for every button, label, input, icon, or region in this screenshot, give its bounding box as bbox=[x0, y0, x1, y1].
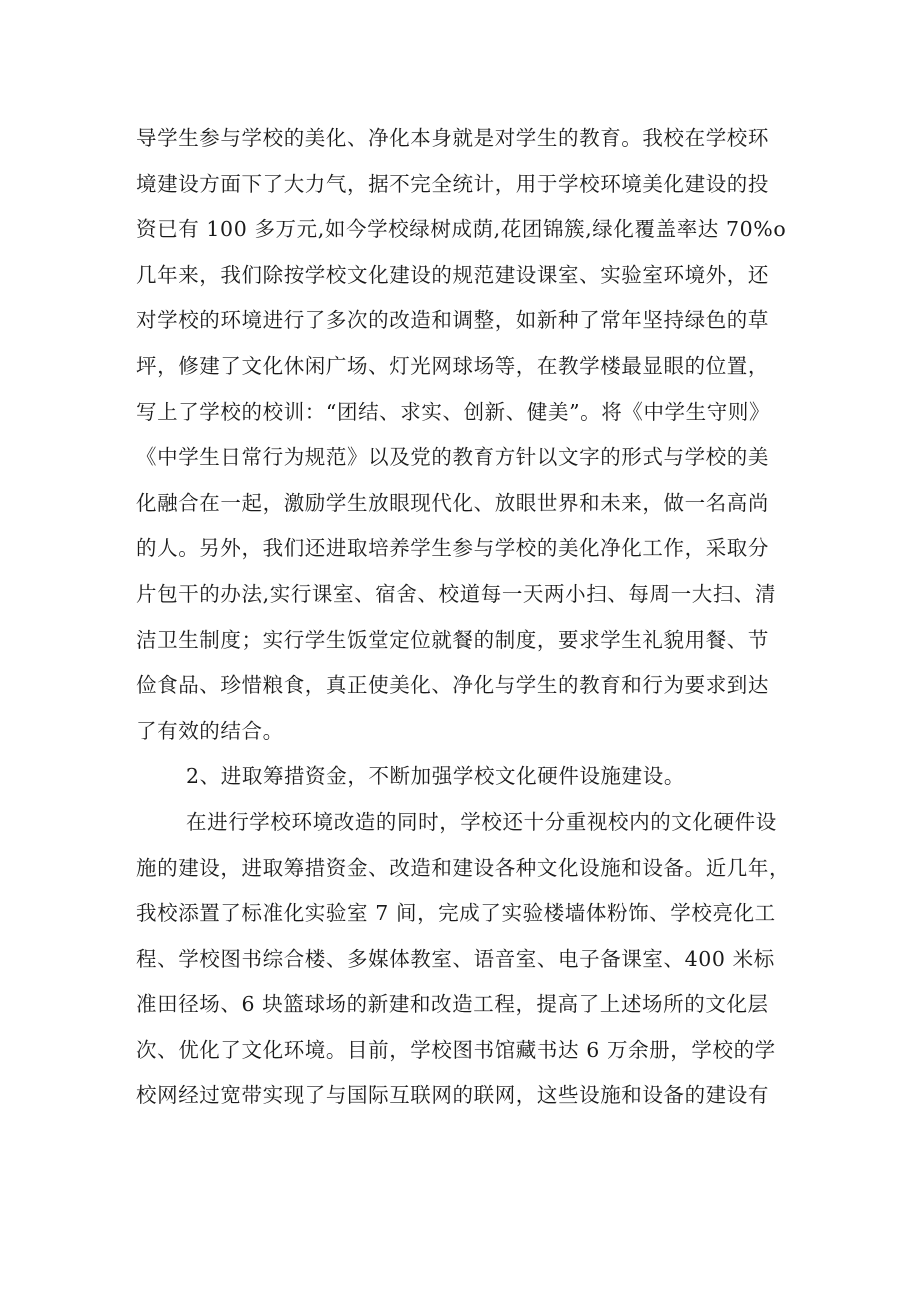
text-line: 境建设方面下了大力气，据不完全统计，用于学校环境美化建设的投 bbox=[136, 171, 769, 196]
text-line: 对学校的环境进行了多次的改造和调整，如新种了常年坚持绿色的草 bbox=[136, 308, 769, 333]
text-line: 的人。另外，我们还进取培养学生参与学校的美化净化工作，采取分 bbox=[136, 536, 769, 561]
text-line: 准田径场、6 块篮球场的新建和改造工程，提高了上述场所的文化层 bbox=[136, 992, 769, 1017]
text-line: 化融合在一起，激励学生放眼现代化、放眼世界和未来，做一名高尚 bbox=[136, 490, 769, 515]
text-line: 写上了学校的校训：“团结、求实、创新、健美”。将《中学生守则》 bbox=[136, 399, 771, 424]
document-body bbox=[136, 116, 806, 1119]
text-line: 次、优化了文化环境。目前，学校图书馆藏书达 6 万余册，学校的学 bbox=[136, 1037, 776, 1062]
text-line: 坪，修建了文化休闲广场、灯光网球场等，在教学楼最显眼的位置， bbox=[136, 353, 769, 378]
text-line: 片包干的办法,实行课室、宿舍、校道每一天两小扫、每周一大扫、清 bbox=[136, 581, 777, 606]
text-line: 校网经过宽带实现了与国际互联网的联网，这些设施和设备的建设有 bbox=[136, 1083, 769, 1108]
text-line: 了有效的结合。 bbox=[136, 718, 284, 743]
text-line: 程、学校图书综合楼、多媒体教室、语音室、电子备课室、400 米标 bbox=[136, 946, 775, 971]
text-line: 资已有 100 多万元,如今学校绿树成荫,花团锦簇,绿化覆盖率达 70%o bbox=[136, 217, 787, 242]
section-heading: 2、进取筹措资金，不断加强学校文化硬件设施建设。 bbox=[186, 764, 685, 789]
text-line: 《中学生日常行为规范》以及党的教育方针以文字的形式与学校的美 bbox=[136, 445, 769, 470]
text-line: 我校添置了标准化实验室 7 间，完成了实验楼墙体粉饰、学校亮化工 bbox=[136, 901, 776, 926]
text-line: 施的建设，进取筹措资金、改造和建设各种文化设施和设备。近几年， bbox=[136, 855, 791, 880]
text-line: 导学生参与学校的美化、净化本身就是对学生的教育。我校在学校环 bbox=[136, 126, 769, 150]
text-line: 几年来，我们除按学校文化建设的规范建设课室、实验室环境外，还 bbox=[136, 262, 769, 287]
text-line: 洁卫生制度；实行学生饭堂定位就餐的制度，要求学生礼貌用餐、节 bbox=[136, 627, 769, 652]
text-line: 在进行学校环境改造的同时，学校还十分重视校内的文化硬件设 bbox=[186, 809, 777, 834]
text-line: 俭食品、珍惜粮食，真正使美化、净化与学生的教育和行为要求到达 bbox=[136, 673, 769, 698]
